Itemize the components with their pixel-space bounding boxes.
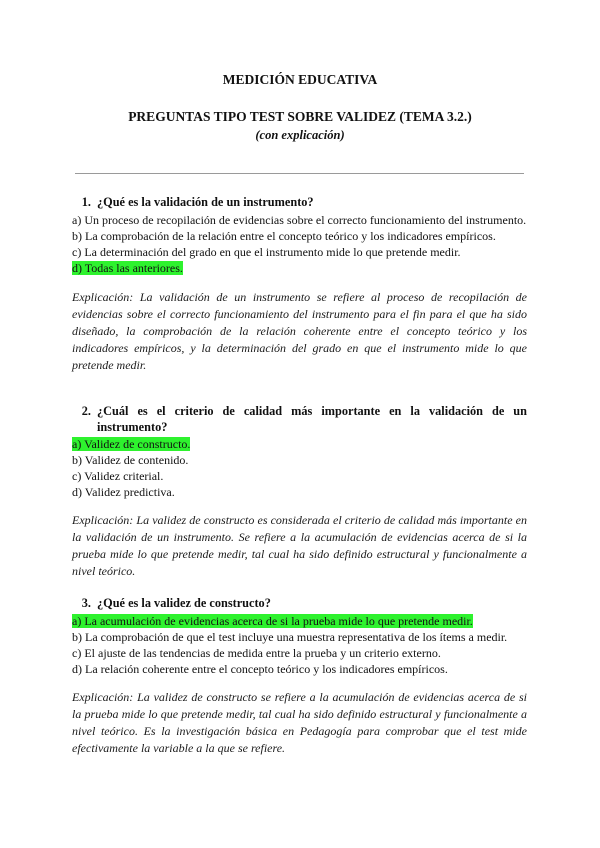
option-c: c) El ajuste de las tendencias de medida entre la prueba y un criterio externo. xyxy=(72,645,441,660)
document-note: (con explicación) xyxy=(255,128,345,142)
question-1-explanation: Explicación: La validación de un instrumento se refiere al proceso de recopilación de evidencias sobre el correcto funcionamiento del instrumento para el fin para el que ha sido diseñado, la comprobación de la relación coherente entre el concepto teórico y los indicadores empíricos, y la determinación del grado en que el instrumento mide lo que pretende medir. xyxy=(72,289,527,372)
question-3-explanation: Explicación: La validez de constructo se refiere a la acumulación de evidencias acerca de si la prueba mide lo que pretende medir, tal cual ha sido definido estructural y funcionalmente a nivel teórico. Es la investigación básica en Pedagogía para comprobar que el test mide efectivamente la variable a la que se refiere. xyxy=(72,689,527,755)
question-text: ¿Qué es la validez de constructo? xyxy=(97,596,271,610)
question-number: 2. xyxy=(81,404,91,418)
question-text: ¿Cuál es el criterio de calidad más importante en la validación de un instrumento? xyxy=(97,404,527,434)
option-a: a) Un proceso de recopilación de evidencias sobre el correcto funcionamiento del instrumento. xyxy=(72,212,527,227)
option-d: d) La relación coherente entre el concepto teórico y los indicadores empíricos. xyxy=(72,661,448,676)
question-1 xyxy=(72,195,527,374)
option-d: d) Validez predictiva. xyxy=(72,485,175,499)
question-2-explanation: Explicación: La validez de constructo es considerada el criterio de calidad más importante en la validación de un instrumento. Se refiere a la acumulación de evidencias acerca de si la prueba mide lo que pretende medir, tal cual ha sido definido estructural y funcionalmente a nivel teórico. xyxy=(72,513,527,578)
question-text: ¿Qué es la validación de un instrumento? xyxy=(97,195,314,209)
question-number: 3. xyxy=(81,596,91,610)
option-b: b) La comprobación de la relación entre el concepto teórico y los indicadores empíricos. xyxy=(72,228,496,243)
option-c: c) Validez criterial. xyxy=(72,469,164,483)
option-a-correct: a) La acumulación de evidencias acerca de si la prueba mide lo que pretende medir. xyxy=(72,613,473,628)
question-2 xyxy=(72,404,527,580)
question-1-heading xyxy=(72,195,527,211)
option-b: b) La comprobación de que el test incluye una muestra representativa de los ítems a medir. xyxy=(72,629,508,644)
question-3 xyxy=(72,596,527,757)
option-b: b) Validez de contenido. xyxy=(72,453,189,467)
option-d-correct: d) Todas las anteriores. xyxy=(72,260,183,275)
document-title: MEDICIÓN EDUCATIVA xyxy=(222,72,378,87)
question-2-heading xyxy=(72,404,527,435)
question-3-heading xyxy=(72,596,527,612)
question-number: 1. xyxy=(81,195,91,209)
option-c: c) La determinación del grado en que el instrumento mide lo que pretende medir. xyxy=(72,244,461,259)
section-divider xyxy=(75,173,524,174)
document-subtitle: PREGUNTAS TIPO TEST SOBRE VALIDEZ (TEMA 3.2.) xyxy=(128,109,472,124)
option-a-correct: a) Validez de constructo. xyxy=(72,437,191,451)
